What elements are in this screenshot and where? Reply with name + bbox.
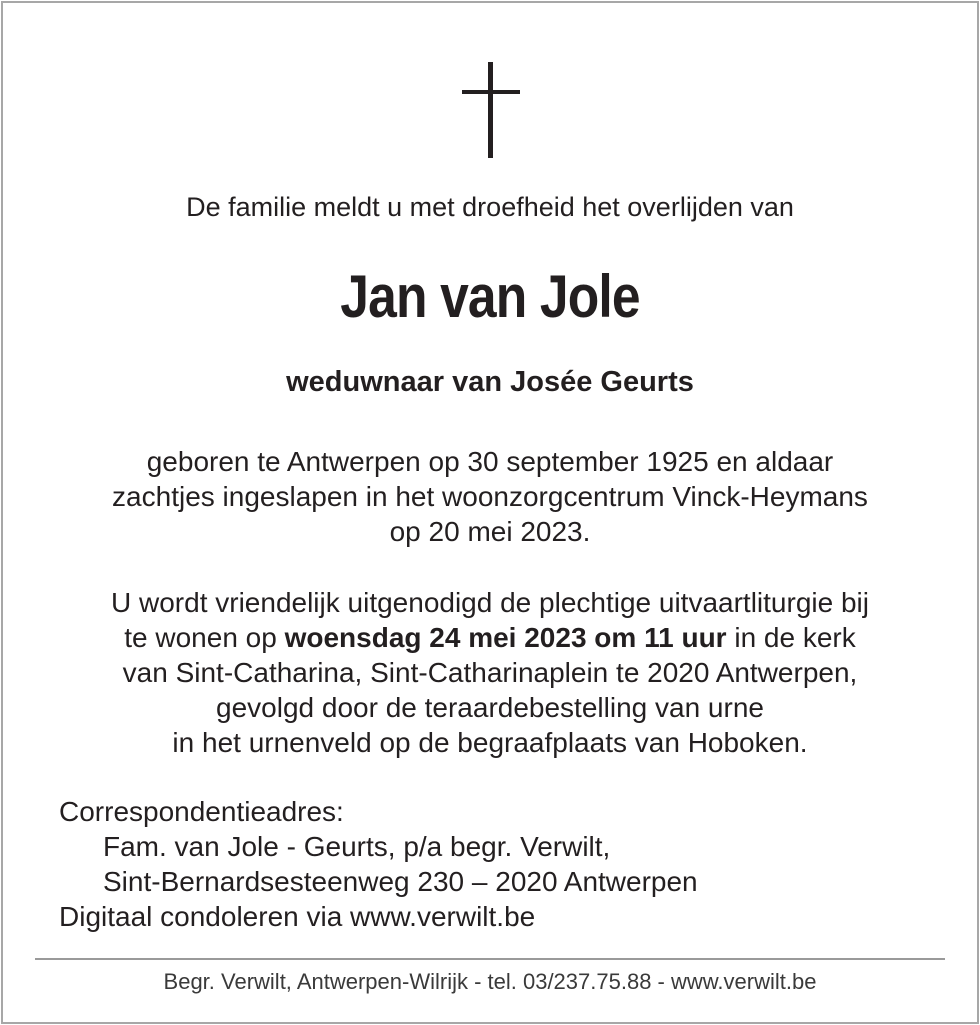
invitation-text: te wonen op [124, 622, 285, 653]
deceased-name: Jan van Jole [340, 263, 640, 330]
cross-icon [462, 62, 520, 158]
birth-line: geboren te Antwerpen op 30 september 1925 en aldaar [146, 446, 834, 477]
birth-line: op 20 mei 2023. [389, 516, 591, 547]
divider [35, 958, 945, 960]
condolence-link-text: Digitaal condoleren via www.verwilt.be [59, 901, 536, 932]
correspondence-heading: Correspondentieadres: [59, 796, 344, 827]
invitation-line [0, 620, 980, 655]
correspondence-line: Sint-Bernardsesteenweg 230 – 2020 Antwerpen [103, 866, 698, 897]
invitation-line: U wordt vriendelijk uitgenodigd de plechtige uitvaartliturgie bij [111, 587, 869, 618]
birth-line: zachtjes ingeslapen in het woonzorgcentrum Vinck-Heymans [112, 481, 868, 512]
footer-text: Begr. Verwilt, Antwerpen-Wilrijk - tel. 03/237.75.88 - www.verwilt.be [163, 969, 817, 994]
funeral-datetime: woensdag 24 mei 2023 om 11 uur [284, 622, 727, 653]
widower-line: weduwnaar van Josée Geurts [286, 366, 694, 398]
invitation-text: in de kerk [726, 622, 856, 653]
invitation-line: in het urnenveld op de begraafplaats van Hoboken. [172, 727, 808, 758]
correspondence-line: Fam. van Jole - Geurts, p/a begr. Verwilt, [103, 831, 611, 862]
intro-text: De familie meldt u met droefheid het overlijden van [186, 192, 794, 222]
birth-death-paragraph [0, 444, 980, 549]
correspondence-block [59, 794, 698, 934]
invitation-line: gevolgd door de teraardebestelling van urne [216, 692, 764, 723]
invitation-line: van Sint-Catharina, Sint-Catharinaplein te 2020 Antwerpen, [122, 657, 858, 688]
invitation-paragraph [0, 585, 980, 760]
